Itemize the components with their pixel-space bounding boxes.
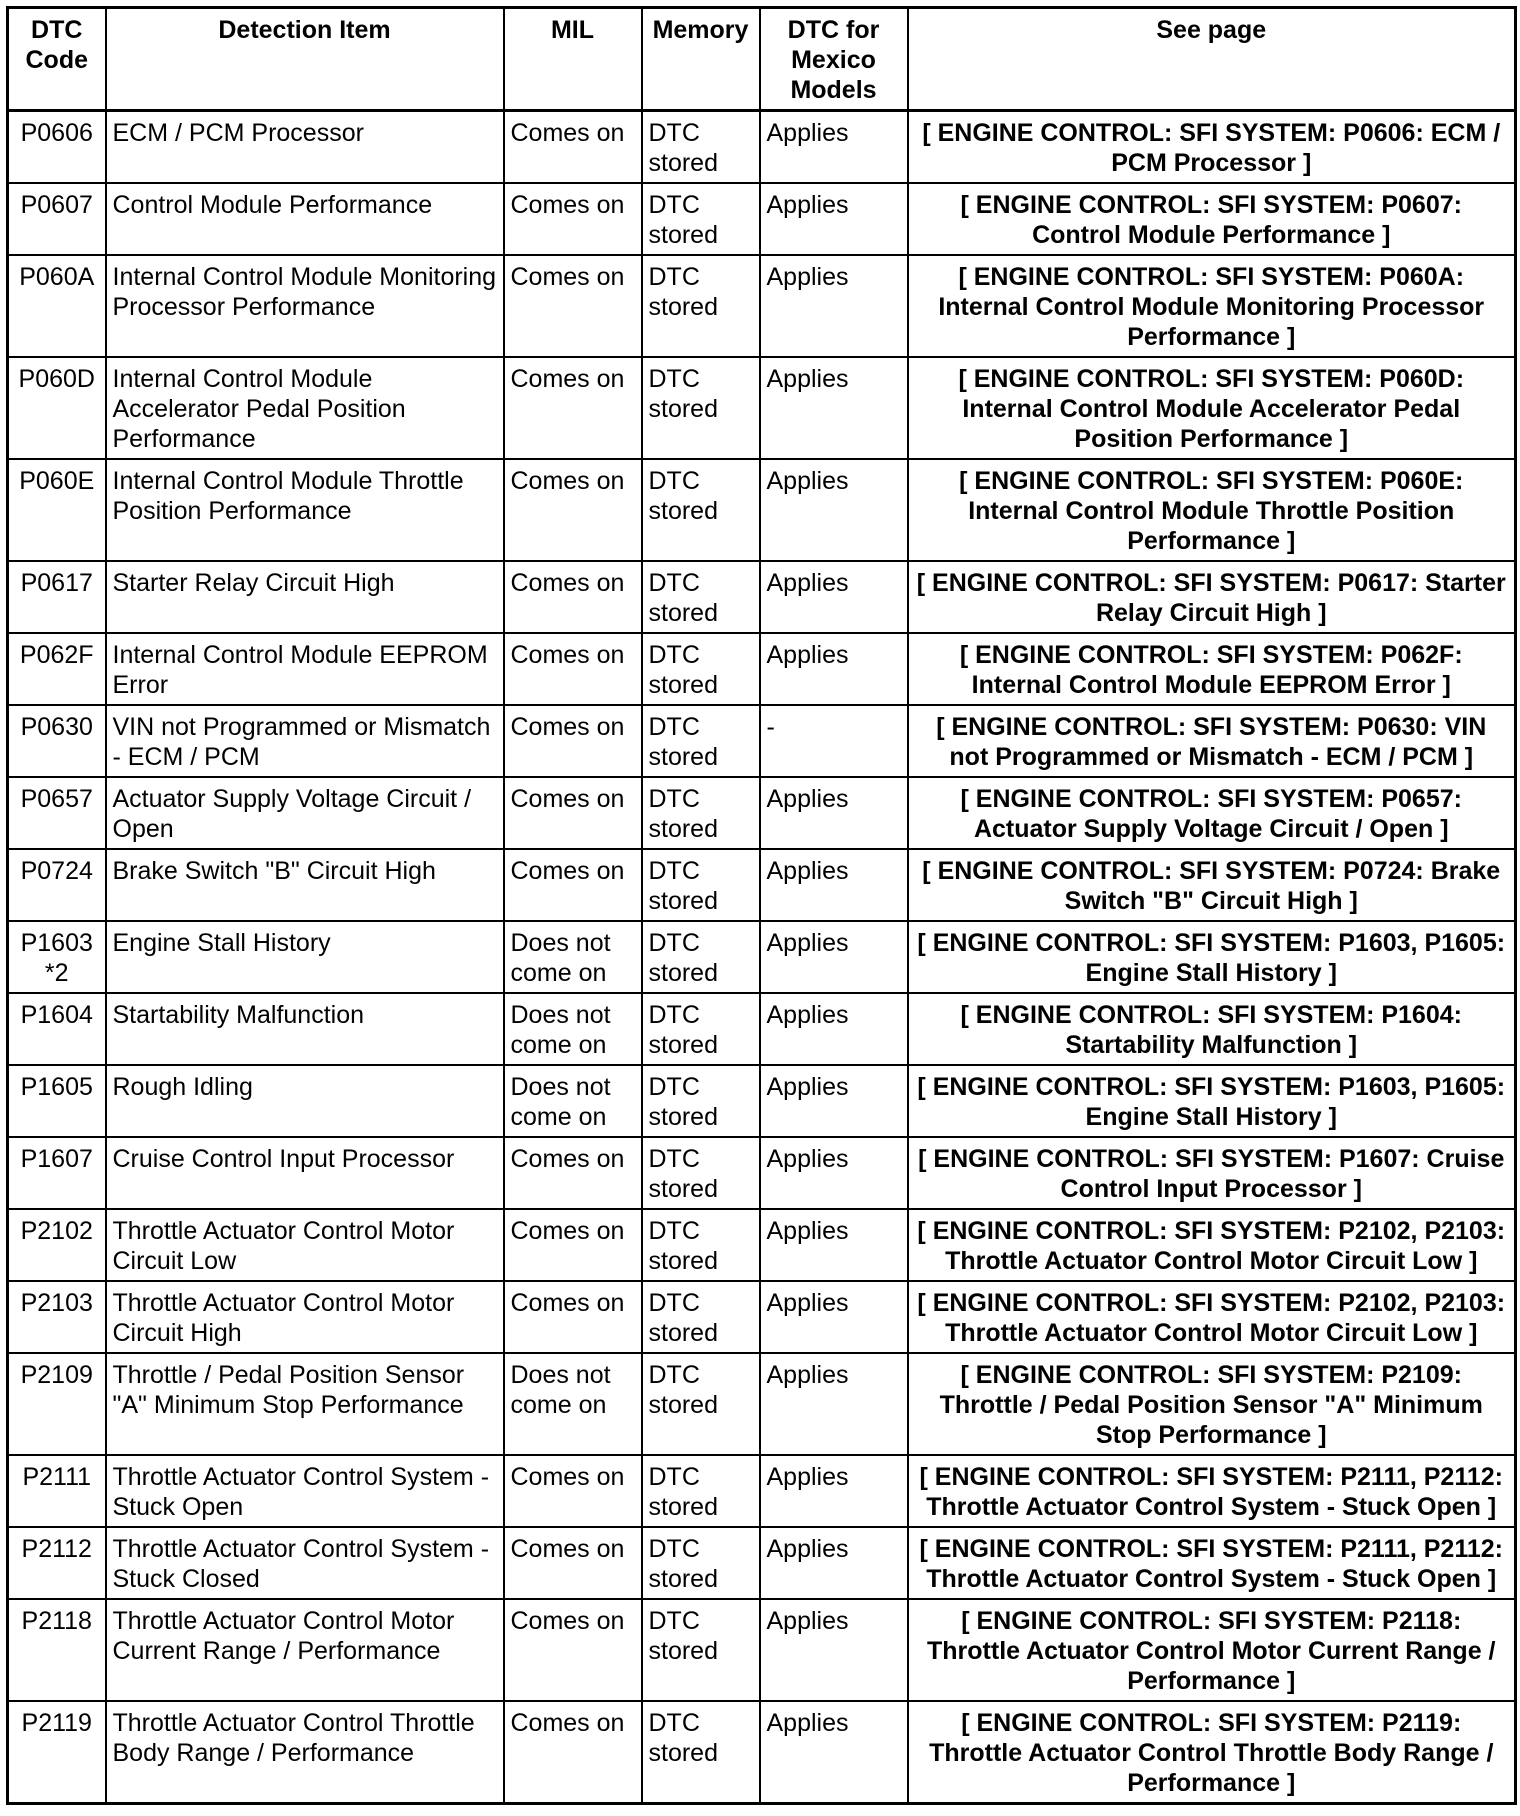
dtc-code: P1607 xyxy=(20,1145,93,1173)
detection-item-cell: Throttle Actuator Control Throttle Body Range / Performance xyxy=(106,1701,504,1804)
see-page-cell: [ ENGINE CONTROL: SFI SYSTEM: P0617: Starter Relay Circuit High ] xyxy=(908,561,1516,633)
detection-item-cell: Internal Control Module Throttle Position Performance xyxy=(106,459,504,561)
table-row xyxy=(8,1599,1516,1701)
memory-cell: DTC stored xyxy=(642,1281,760,1353)
dtc-code-cell xyxy=(8,1527,106,1599)
detection-item-cell: Throttle Actuator Control Motor Circuit High xyxy=(106,1281,504,1353)
mexico-cell: Applies xyxy=(760,1701,908,1804)
see-page-cell: [ ENGINE CONTROL: SFI SYSTEM: P0657: Actuator Supply Voltage Circuit / Open ] xyxy=(908,777,1516,849)
see-page-cell: [ ENGINE CONTROL: SFI SYSTEM: P2102, P2103: Throttle Actuator Control Motor Circuit Low ] xyxy=(908,1209,1516,1281)
see-page-cell: [ ENGINE CONTROL: SFI SYSTEM: P060A: Internal Control Module Monitoring Processor Performance ] xyxy=(908,255,1516,357)
dtc-code-cell xyxy=(8,633,106,705)
table-row xyxy=(8,255,1516,357)
mexico-cell: Applies xyxy=(760,459,908,561)
detection-item-cell: Internal Control Module EEPROM Error xyxy=(106,633,504,705)
mil-cell: Comes on xyxy=(504,1527,642,1599)
mexico-cell: Applies xyxy=(760,993,908,1065)
table-row xyxy=(8,1701,1516,1804)
dtc-code-cell xyxy=(8,561,106,633)
dtc-code-cell xyxy=(8,459,106,561)
detection-item-cell: VIN not Programmed or Mismatch - ECM / PCM xyxy=(106,705,504,777)
mexico-cell: - xyxy=(760,705,908,777)
dtc-code: P1604 xyxy=(20,1001,93,1029)
table-row xyxy=(8,1137,1516,1209)
detection-item-cell: Cruise Control Input Processor xyxy=(106,1137,504,1209)
dtc-code: P2109 xyxy=(20,1361,93,1389)
see-page-cell: [ ENGINE CONTROL: SFI SYSTEM: P062F: Internal Control Module EEPROM Error ] xyxy=(908,633,1516,705)
mil-cell: Comes on xyxy=(504,459,642,561)
dtc-code-cell xyxy=(8,1455,106,1527)
table-row xyxy=(8,111,1516,184)
memory-cell: DTC stored xyxy=(642,459,760,561)
see-page-cell: [ ENGINE CONTROL: SFI SYSTEM: P1603, P1605: Engine Stall History ] xyxy=(908,1065,1516,1137)
memory-cell: DTC stored xyxy=(642,561,760,633)
detection-item-cell: Throttle Actuator Control System - Stuck Open xyxy=(106,1455,504,1527)
mil-cell: Does not come on xyxy=(504,1065,642,1137)
mexico-cell: Applies xyxy=(760,633,908,705)
dtc-code-cell xyxy=(8,357,106,459)
dtc-code-cell xyxy=(8,777,106,849)
dtc-code: P0724 xyxy=(20,857,93,885)
table-row xyxy=(8,1455,1516,1527)
dtc-code-cell xyxy=(8,1353,106,1455)
detection-item-cell: Rough Idling xyxy=(106,1065,504,1137)
mil-cell: Does not come on xyxy=(504,921,642,993)
memory-cell: DTC stored xyxy=(642,183,760,255)
dtc-code: P062F xyxy=(19,641,94,669)
table-row xyxy=(8,633,1516,705)
mexico-cell: Applies xyxy=(760,255,908,357)
table-row xyxy=(8,1065,1516,1137)
see-page-cell: [ ENGINE CONTROL: SFI SYSTEM: P1607: Cruise Control Input Processor ] xyxy=(908,1137,1516,1209)
memory-cell: DTC stored xyxy=(642,1599,760,1701)
dtc-code-cell xyxy=(8,993,106,1065)
detection-item-cell: Startability Malfunction xyxy=(106,993,504,1065)
mil-cell: Comes on xyxy=(504,1455,642,1527)
table-row xyxy=(8,849,1516,921)
memory-cell: DTC stored xyxy=(642,1455,760,1527)
header-mil: MIL xyxy=(504,8,642,111)
memory-cell: DTC stored xyxy=(642,921,760,993)
mil-cell: Comes on xyxy=(504,111,642,184)
detection-item-cell: Internal Control Module Monitoring Processor Performance xyxy=(106,255,504,357)
dtc-code-cell xyxy=(8,921,106,993)
table-row xyxy=(8,561,1516,633)
header-memory: Memory xyxy=(642,8,760,111)
table-row xyxy=(8,921,1516,993)
table-header-row xyxy=(8,8,1516,111)
detection-item-cell: Control Module Performance xyxy=(106,183,504,255)
memory-cell: DTC stored xyxy=(642,1065,760,1137)
memory-cell: DTC stored xyxy=(642,849,760,921)
dtc-code: P0657 xyxy=(20,785,93,813)
dtc-code: P060D xyxy=(18,365,95,393)
mil-cell: Comes on xyxy=(504,561,642,633)
header-see-page: See page xyxy=(908,8,1516,111)
table-row xyxy=(8,357,1516,459)
mil-cell: Comes on xyxy=(504,633,642,705)
mexico-cell: Applies xyxy=(760,111,908,184)
mexico-cell: Applies xyxy=(760,1455,908,1527)
memory-cell: DTC stored xyxy=(642,777,760,849)
see-page-cell: [ ENGINE CONTROL: SFI SYSTEM: P2118: Throttle Actuator Control Motor Current Range / Performance ] xyxy=(908,1599,1516,1701)
dtc-table xyxy=(6,6,1517,1805)
memory-cell: DTC stored xyxy=(642,633,760,705)
dtc-code: P2111 xyxy=(22,1463,92,1491)
dtc-code-cell xyxy=(8,183,106,255)
mexico-cell: Applies xyxy=(760,1281,908,1353)
table-row xyxy=(8,705,1516,777)
header-detection-item: Detection Item xyxy=(106,8,504,111)
see-page-cell: [ ENGINE CONTROL: SFI SYSTEM: P0607: Control Module Performance ] xyxy=(908,183,1516,255)
see-page-cell: [ ENGINE CONTROL: SFI SYSTEM: P2102, P2103: Throttle Actuator Control Motor Circuit Low ] xyxy=(908,1281,1516,1353)
dtc-code-note: *2 xyxy=(44,959,69,987)
mil-cell: Comes on xyxy=(504,777,642,849)
header-dtc-code: DTC Code xyxy=(8,8,106,111)
dtc-code: P1603 xyxy=(20,929,93,957)
see-page-cell: [ ENGINE CONTROL: SFI SYSTEM: P2111, P2112: Throttle Actuator Control System - Stuck Open ] xyxy=(908,1527,1516,1599)
detection-item-cell: Throttle Actuator Control Motor Circuit Low xyxy=(106,1209,504,1281)
mexico-cell: Applies xyxy=(760,1353,908,1455)
memory-cell: DTC stored xyxy=(642,1701,760,1804)
dtc-code-cell xyxy=(8,1137,106,1209)
memory-cell: DTC stored xyxy=(642,1353,760,1455)
mexico-cell: Applies xyxy=(760,1527,908,1599)
dtc-code: P0606 xyxy=(20,119,93,147)
mil-cell: Comes on xyxy=(504,255,642,357)
see-page-cell: [ ENGINE CONTROL: SFI SYSTEM: P2119: Throttle Actuator Control Throttle Body Range / Performance ] xyxy=(908,1701,1516,1804)
detection-item-cell: Starter Relay Circuit High xyxy=(106,561,504,633)
memory-cell: DTC stored xyxy=(642,1527,760,1599)
detection-item-cell: ECM / PCM Processor xyxy=(106,111,504,184)
memory-cell: DTC stored xyxy=(642,993,760,1065)
mil-cell: Does not come on xyxy=(504,1353,642,1455)
mil-cell: Comes on xyxy=(504,1281,642,1353)
table-row xyxy=(8,1281,1516,1353)
dtc-code-cell xyxy=(8,111,106,184)
mil-cell: Comes on xyxy=(504,1209,642,1281)
see-page-cell: [ ENGINE CONTROL: SFI SYSTEM: P060E: Internal Control Module Throttle Position Performance ] xyxy=(908,459,1516,561)
dtc-code: P060A xyxy=(19,263,95,291)
detection-item-cell: Actuator Supply Voltage Circuit / Open xyxy=(106,777,504,849)
mil-cell: Comes on xyxy=(504,183,642,255)
mexico-cell: Applies xyxy=(760,849,908,921)
detection-item-cell: Internal Control Module Accelerator Pedal Position Performance xyxy=(106,357,504,459)
table-row xyxy=(8,459,1516,561)
dtc-code: P0630 xyxy=(20,713,93,741)
table-row xyxy=(8,1527,1516,1599)
dtc-code: P060E xyxy=(19,467,95,495)
mexico-cell: Applies xyxy=(760,183,908,255)
detection-item-cell: Engine Stall History xyxy=(106,921,504,993)
dtc-code: P2119 xyxy=(21,1709,92,1737)
see-page-cell: [ ENGINE CONTROL: SFI SYSTEM: P0630: VIN not Programmed or Mismatch - ECM / PCM ] xyxy=(908,705,1516,777)
mexico-cell: Applies xyxy=(760,1137,908,1209)
mexico-cell: Applies xyxy=(760,1599,908,1701)
memory-cell: DTC stored xyxy=(642,111,760,184)
mexico-cell: Applies xyxy=(760,777,908,849)
mil-cell: Comes on xyxy=(504,1701,642,1804)
detection-item-cell: Throttle Actuator Control System - Stuck Closed xyxy=(106,1527,504,1599)
see-page-cell: [ ENGINE CONTROL: SFI SYSTEM: P2109: Throttle / Pedal Position Sensor "A" Minimum Stop Performance ] xyxy=(908,1353,1516,1455)
dtc-code-cell xyxy=(8,1209,106,1281)
dtc-code-cell xyxy=(8,705,106,777)
dtc-code-cell xyxy=(8,849,106,921)
mexico-cell: Applies xyxy=(760,357,908,459)
table-row xyxy=(8,777,1516,849)
table-row xyxy=(8,1209,1516,1281)
see-page-cell: [ ENGINE CONTROL: SFI SYSTEM: P0724: Brake Switch "B" Circuit High ] xyxy=(908,849,1516,921)
table-row xyxy=(8,993,1516,1065)
dtc-code: P1605 xyxy=(20,1073,93,1101)
detection-item-cell: Throttle / Pedal Position Sensor "A" Minimum Stop Performance xyxy=(106,1353,504,1455)
see-page-cell: [ ENGINE CONTROL: SFI SYSTEM: P1604: Startability Malfunction ] xyxy=(908,993,1516,1065)
mil-cell: Comes on xyxy=(504,357,642,459)
memory-cell: DTC stored xyxy=(642,255,760,357)
dtc-code-cell xyxy=(8,1701,106,1804)
mil-cell: Does not come on xyxy=(504,993,642,1065)
dtc-code: P2118 xyxy=(21,1607,92,1635)
detection-item-cell: Brake Switch "B" Circuit High xyxy=(106,849,504,921)
memory-cell: DTC stored xyxy=(642,1137,760,1209)
mexico-cell: Applies xyxy=(760,921,908,993)
dtc-code-cell xyxy=(8,1599,106,1701)
see-page-cell: [ ENGINE CONTROL: SFI SYSTEM: P0606: ECM / PCM Processor ] xyxy=(908,111,1516,184)
mexico-cell: Applies xyxy=(760,1065,908,1137)
memory-cell: DTC stored xyxy=(642,357,760,459)
mexico-cell: Applies xyxy=(760,561,908,633)
see-page-cell: [ ENGINE CONTROL: SFI SYSTEM: P1603, P1605: Engine Stall History ] xyxy=(908,921,1516,993)
mexico-cell: Applies xyxy=(760,1209,908,1281)
see-page-cell: [ ENGINE CONTROL: SFI SYSTEM: P2111, P2112: Throttle Actuator Control System - Stuck Open ] xyxy=(908,1455,1516,1527)
dtc-code: P2112 xyxy=(21,1535,92,1563)
memory-cell: DTC stored xyxy=(642,1209,760,1281)
dtc-code: P0607 xyxy=(20,191,93,219)
mil-cell: Comes on xyxy=(504,705,642,777)
memory-cell: DTC stored xyxy=(642,705,760,777)
dtc-code: P0617 xyxy=(20,569,93,597)
table-row xyxy=(8,183,1516,255)
detection-item-cell: Throttle Actuator Control Motor Current Range / Performance xyxy=(106,1599,504,1701)
mil-cell: Comes on xyxy=(504,1137,642,1209)
table-row xyxy=(8,1353,1516,1455)
dtc-code: P2102 xyxy=(20,1217,93,1245)
dtc-code-cell xyxy=(8,255,106,357)
header-dtc-mexico: DTC for Mexico Models xyxy=(760,8,908,111)
dtc-code-cell xyxy=(8,1065,106,1137)
see-page-cell: [ ENGINE CONTROL: SFI SYSTEM: P060D: Internal Control Module Accelerator Pedal Position Performance ] xyxy=(908,357,1516,459)
mil-cell: Comes on xyxy=(504,849,642,921)
dtc-code: P2103 xyxy=(20,1289,93,1317)
dtc-code-cell xyxy=(8,1281,106,1353)
mil-cell: Comes on xyxy=(504,1599,642,1701)
